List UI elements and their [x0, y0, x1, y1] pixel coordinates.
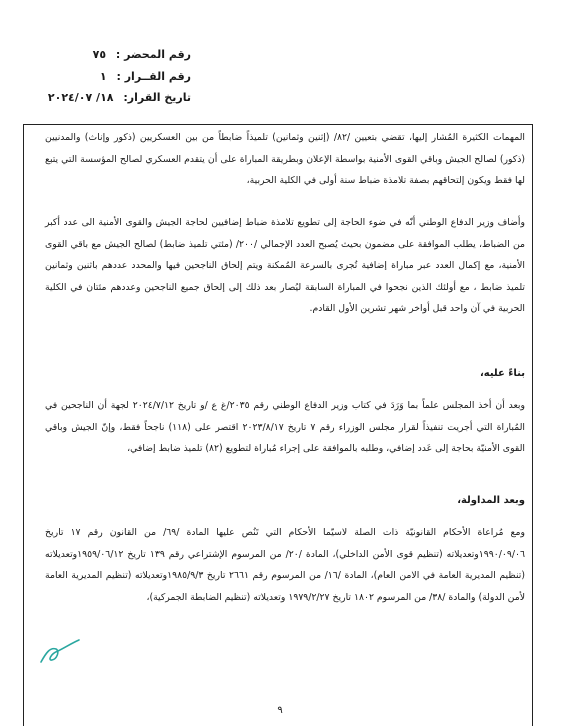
handwritten-signature: [38, 637, 82, 667]
decision-number-row: [41, 66, 191, 88]
decision-date-row: [41, 87, 191, 109]
signature-stroke: [41, 640, 79, 662]
decision-number-value: ١: [99, 69, 107, 83]
page-number: ٩: [277, 705, 283, 716]
record-number-value: ٧٥: [92, 48, 107, 61]
heading-deliberation: وبعد المداولة،: [457, 495, 525, 506]
paragraph-council-notes: وبعد أن أخذ المجلس علماً بما وَرَدَ في كتاب وزير الدفاع الوطني رقم ٢٠٣٥/غ ع /و تاريخ ٢٠٢٤/٧/١٢ لجهة أن الناجحين في المُباراة التي أجريت تنفيذاً لقرار مجلس الوزراء رقم ٧ تاريخ ٢٠٢٣/٨/١٧ اقتصر على (١١٨) ناجحاً فقط، وإنّ الجيش وباقي القوى الأمنيّة بحاجة إلى عَدد إضافي، وطلبه بالموافقة على إجراء مُباراة لتطويع (٨٢) تلميذ ضابط إضافي،: [45, 400, 526, 454]
decision-date-label: تاريخ القرار:: [123, 91, 191, 104]
paragraph-minister-request: وأضاف وزير الدفاع الوطني أنّه في ضوء الحاجة إلى تطويع تلامذة ضباط إضافيين لحاجة الجيش والقوى الأمنية الى عدد أكبر من الضباط، يطلب الموافقة على مضمون بحيث يُصبح العدد الإجمالي /٢٠٠/ (مئتي تلميذ ضابط) لصالح الجيش مع باقي القوى الأمنية، مع إكمال العدد عبر مباراة إضافية تُجرى بالسرعة المُمكنة ويتم إلحاق الناجحين فيها والمحدد عددهم باثنين وثمانين تلميذ ضابط ، مع أولئك الذين نجحوا في المباراة السابقة ليُصار بعد ذلك إلى إلحاق جميع الناجحين وعددهم مئتان في الكلية الحربية في آن واحد قبل أواخر شهر تشرين الأول القادم.: [45, 217, 525, 314]
heading-based-on: بناءً عليه،: [479, 368, 525, 379]
decision-number-label: رقم القــرار :: [116, 69, 191, 83]
record-number-label: رقم المحضر :: [115, 48, 191, 61]
record-number-row: [41, 44, 191, 66]
paragraph-legal-provisions: ومع مُراعاة الأحكام القانونيّة ذات الصلة لاسيّما الأحكام التي تَنُص عليها المادة /٦٩/ من القانون رقم ١٧ تاريخ ١٩٩٠/٠٩/٠٦وتعديلاته (تنظيم قوى الأمن الداخلي)، المادة /٢٠/ من المرسوم الإشتراعي رقم ١٣٩ تاريخ ١٩٥٩/٠٦/١٢وتعديلاته (تنظيم المديرية العامة في الامن العام)، المادة /١٦/ من المرسوم رقم ٢٦٦١ تاريخ ١٩٨٥/٩/٣وتعديلاته (تنظيم المديرية العامة لأمن الدولة) والمادة /٣٨/ من المرسوم ١٨٠٢ تاريخ ١٩٧٩/٢/٢٧ وتعديلاته (تنظيم الضابطة الجمركية)،: [45, 527, 525, 603]
paragraph-tasks: المهمات الكثيرة المُشار إليها، تقضي بتعيين /٨٢/ (إثنين وثمانين) تلميذاً ضابطاً من بين العسكريين (ذكور وإناث) والمدنيين (ذكور) لصالح الجيش وباقي القوى الأمنية بواسطة الإعلان وبطريقة المباراة على أن يتقدم العسكري لصالح المؤسسة التي يتبع لها فقط ويكون إلتحاقهم بصفة تلامذة ضباط سنة أولى في الكلية الحربية،: [45, 132, 525, 186]
decision-header: [41, 44, 191, 109]
decision-date-value: ١٨/ ٢٠٢٤/٠٧: [47, 91, 114, 104]
